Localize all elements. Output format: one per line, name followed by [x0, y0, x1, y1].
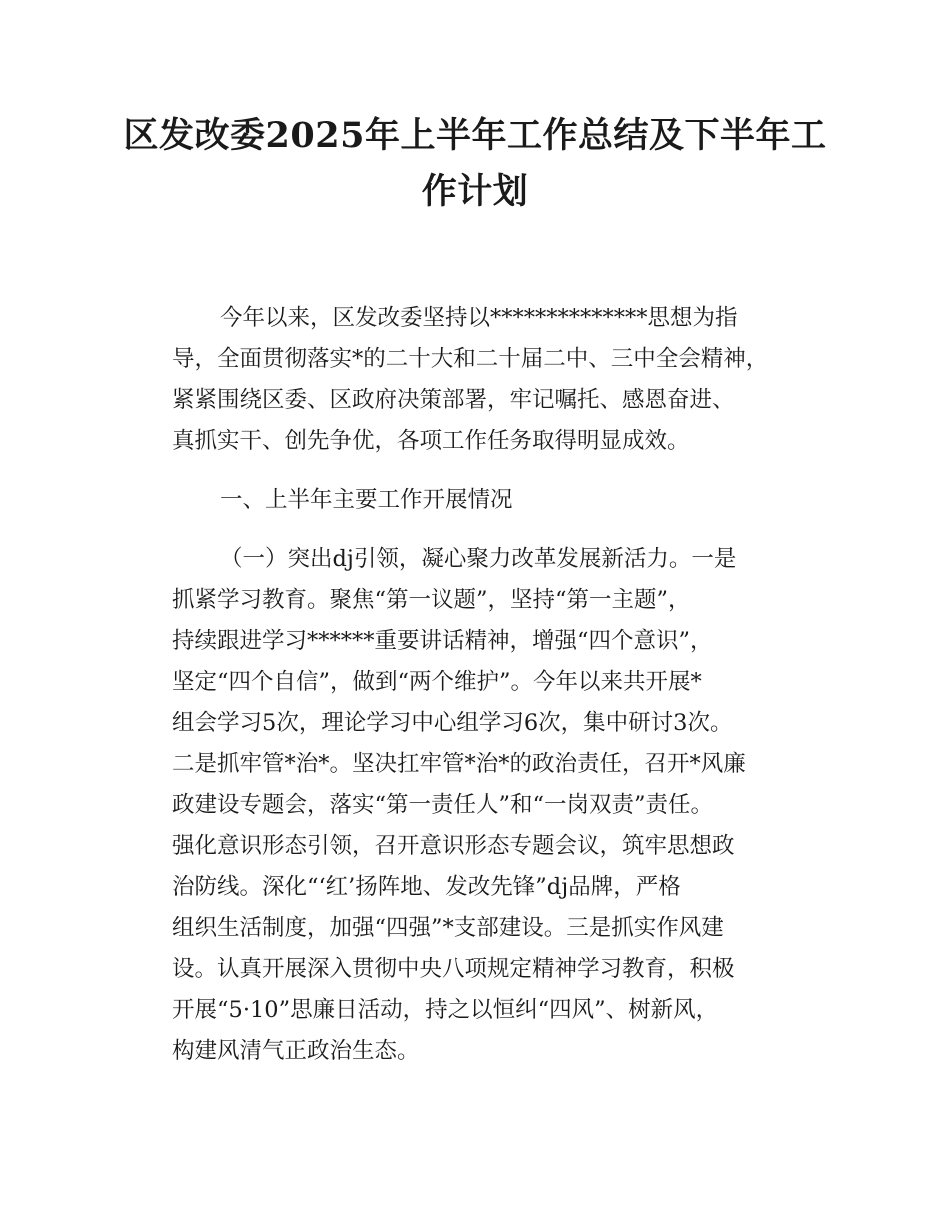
paragraph-line: 抓紧学习教育。聚焦“第一议题”，坚持“第一主题”， [172, 587, 691, 613]
paragraph-line: 设。认真开展深入贯彻中央八项规定精神学习教育，积极 [172, 956, 735, 982]
paragraph-line: 二是抓牢管*治*。坚决扛牢管*治*的政治责任，召开*风廉 [172, 751, 746, 777]
document-body [172, 298, 817, 1072]
paragraph-line: 组会学习5次，理论学习中心组学习6次，集中研讨3次。 [172, 710, 733, 736]
paragraph-line: （一）突出dj引领，凝心聚力改革发展新活力。一是 [220, 546, 737, 572]
paragraph-line: 开展“5·10”思廉日活动，持之以恒纠“四风”、树新风， [172, 997, 719, 1023]
paragraph-line: 真抓实干、创先争优，各项工作任务取得明显成效。 [172, 428, 690, 454]
title-line-1: 区发改委2025年上半年工作总结及下半年工 [123, 115, 827, 156]
paragraph-line: 组织生活制度，加强“四强”*支部建设。三是抓实作风建 [172, 915, 724, 941]
paragraph-line: 治防线。深化“‘红’扬阵地、发改先锋”dj品牌，严格 [172, 874, 681, 900]
paragraph-line: 强化意识形态引领，召开意识形态专题会议，筑牢思想政 [172, 833, 735, 859]
paragraph-line: 紧紧围绕区委、区政府决策部署，牢记嘱托、感恩奋进、 [172, 387, 735, 413]
document-title [120, 108, 830, 220]
paragraph-line: 坚定“四个自信”，做到“两个维护”。今年以来共开展* [172, 669, 702, 695]
intro-paragraph [172, 298, 817, 462]
paragraph-line: 政建设专题会，落实“第一责任人”和“一岗双责”责任。 [172, 792, 714, 818]
paragraph-spacer [172, 521, 817, 539]
section-one-paragraph [172, 539, 817, 1072]
paragraph-line: 持续跟进学习******重要讲话精神，增强“四个意识”， [172, 628, 713, 654]
title-line-2: 作计划 [421, 171, 529, 212]
paragraph-spacer [172, 462, 817, 480]
paragraph-line: 构建风清气正政治生态。 [172, 1038, 420, 1064]
section-heading [172, 480, 817, 521]
section-heading-text: 一、上半年主要工作开展情况 [220, 487, 513, 513]
paragraph-line: 今年以来，区发改委坚持以**************思想为指 [220, 305, 738, 331]
paragraph-line: 导，全面贯彻落实*的二十大和二十届二中、三中全会精神， [172, 346, 769, 372]
